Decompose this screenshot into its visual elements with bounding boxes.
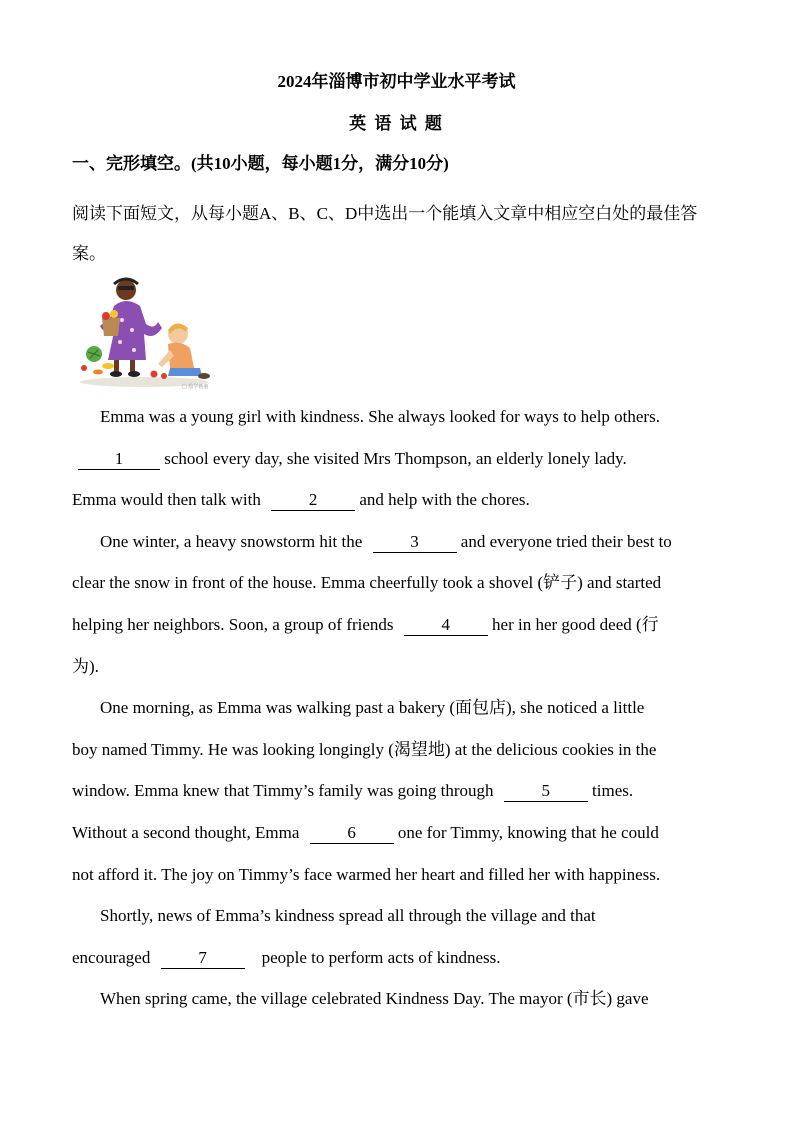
passage-text: 为). [72,656,99,676]
passage-line [72,562,728,604]
passage-line [72,895,728,937]
passage-text: one for Timmy, knowing that he could [393,822,659,842]
passage-line [72,770,728,812]
passage-line [72,812,728,854]
passage-line [72,687,728,729]
passage-text: school every day, she visited Mrs Thompson, an elderly lonely lady. [160,448,627,468]
blank-3[interactable]: 3 [373,532,457,553]
section-heading: 一、完形填空。(共10小题，每小题1分，满分10分) [72,154,449,173]
passage-text: Emma was a young girl with kindness. She always looked for ways to help others. [100,407,660,426]
passage-text: Emma would then talk with [72,490,266,510]
passage-text: Without a second thought, Emma [72,822,304,842]
blank-7[interactable]: 7 [161,948,245,969]
passage-line [72,604,728,646]
woman-and-child-illustration-icon [74,272,220,390]
passage-line [72,479,728,521]
passage-text: One winter, a heavy snowstorm hit the [100,531,367,551]
blank-6[interactable]: 6 [310,823,394,844]
passage-text: and everyone tried their best to [456,531,672,551]
passage-text: Shortly, news of Emma’s kindness spread all through the village and that [100,906,596,926]
passage-text: helping her neighbors. Soon, a group of friends [72,614,398,634]
blank-5[interactable]: 5 [504,781,588,802]
exam-title: 2024年淄博市初中学业水平考试 [277,72,516,91]
blank-4[interactable]: 4 [404,615,488,636]
picture-caption: □ 绘学画童 [182,384,209,390]
passage-line [72,854,728,896]
passage-line [72,521,728,563]
cloze-passage [72,396,728,1020]
passage-text: not afford it. The joy on Timmy’s face warmed her heart and filled her with happiness. [72,864,661,884]
passage-text: encouraged [72,947,155,967]
blank-2[interactable]: 2 [271,490,355,511]
passage-text: times. [587,781,634,801]
passage-line [72,937,728,979]
passage-line [72,978,728,1020]
passage-text: window. Emma knew that Timmy’s family was going through [72,781,498,801]
passage-line [72,396,728,438]
passage-text: boy named Timmy. He was looking longingly (渴望地) at the delicious cookies in the [72,739,657,759]
passage-line [72,438,728,480]
section-instruction: 阅读下面短文，从每小题A、B、C、D中选出一个能填入文章中相应空白处的最佳答案。 [72,204,698,263]
blank-1[interactable]: 1 [78,449,160,470]
passage-text: and help with the chores. [355,490,530,510]
passage-line [72,729,728,771]
passage-line [72,646,728,688]
passage-text: One morning, as Emma was walking past a bakery (面包店), she noticed a little [100,698,645,718]
passage-text: her in her good deed (行 [487,614,659,634]
passage-text: When spring came, the village celebrated Kindness Day. The mayor (市长) gave [100,989,649,1009]
subject-title: 英 语 试 题 [349,114,444,133]
passage-text: people to perform acts of kindness. [244,947,501,967]
passage-text: clear the snow in front of the house. Emma cheerfully took a shovel (铲子) and started [72,573,662,593]
